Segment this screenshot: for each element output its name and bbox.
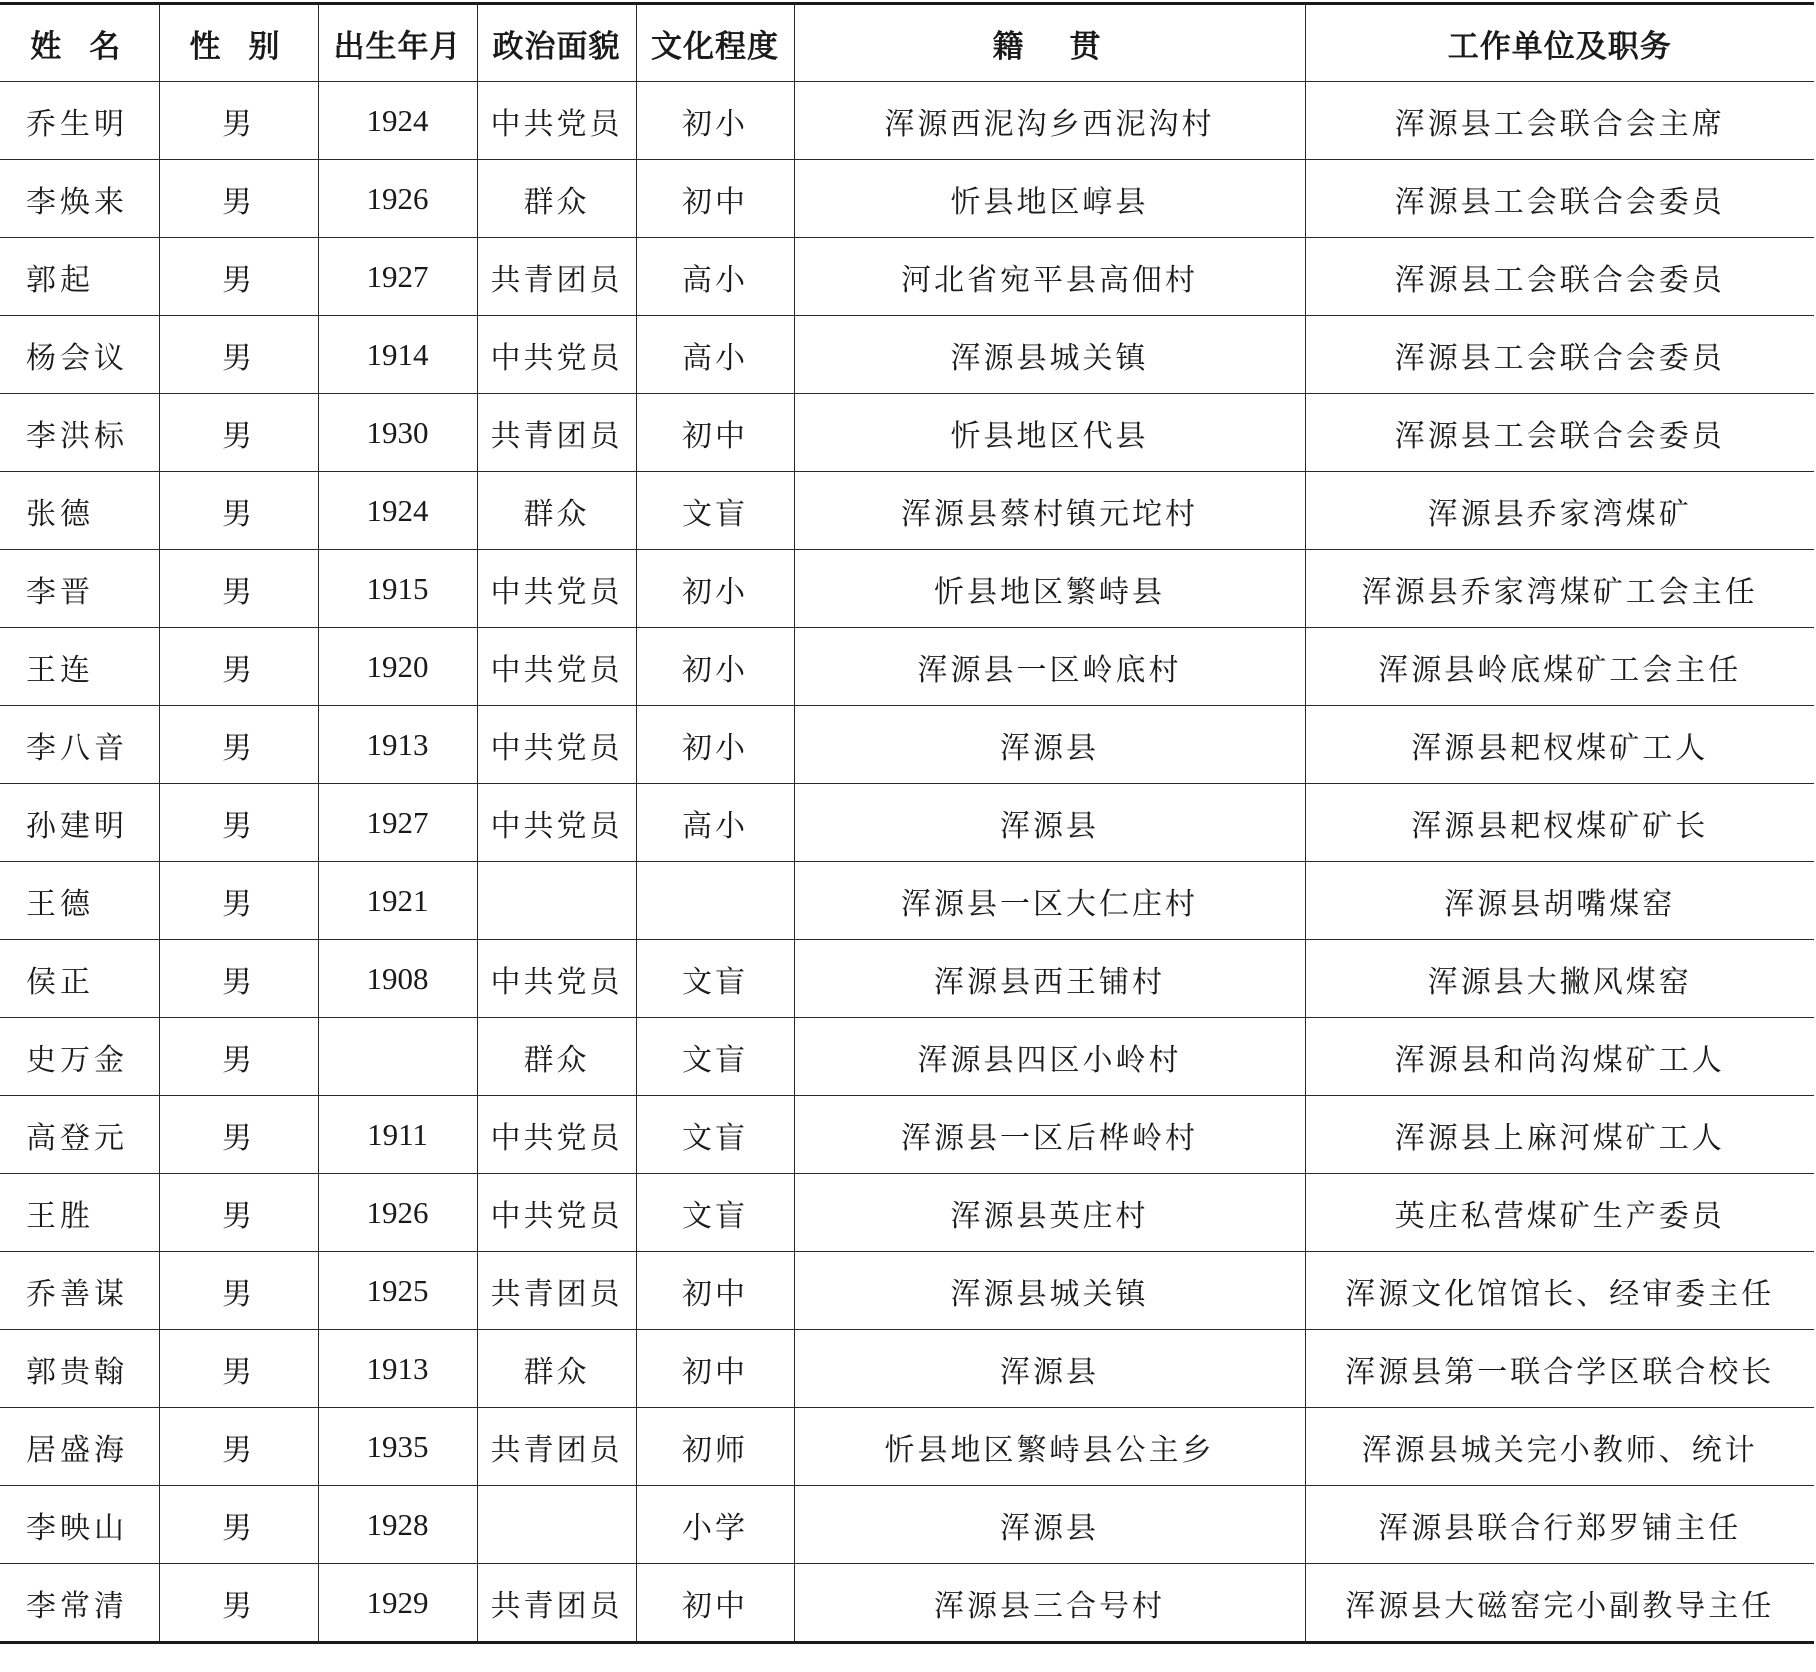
cell-birth: 1921 (318, 862, 477, 940)
cell-party: 群众 (477, 160, 636, 238)
cell-origin: 浑源县 (794, 1486, 1305, 1564)
cell-party: 群众 (477, 1018, 636, 1096)
cell-origin: 忻县地区繁峙县 (794, 550, 1305, 628)
cell-name: 孙建明 (0, 784, 159, 862)
cell-origin: 浑源县城关镇 (794, 316, 1305, 394)
cell-party: 共青团员 (477, 1252, 636, 1330)
table-row (0, 238, 1814, 316)
cell-name: 李八音 (0, 706, 159, 784)
cell-education: 初中 (636, 1564, 794, 1643)
cell-job: 浑源县工会联合会委员 (1305, 316, 1814, 394)
cell-name: 王德 (0, 862, 159, 940)
table-row (0, 1252, 1814, 1330)
cell-education: 初师 (636, 1408, 794, 1486)
cell-job: 浑源县乔家湾煤矿 (1305, 472, 1814, 550)
cell-party: 中共党员 (477, 940, 636, 1018)
cell-origin: 浑源县 (794, 784, 1305, 862)
table-row (0, 82, 1814, 160)
cell-party: 共青团员 (477, 238, 636, 316)
cell-party: 群众 (477, 1330, 636, 1408)
cell-job: 浑源文化馆馆长、经审委主任 (1305, 1252, 1814, 1330)
cell-education: 初小 (636, 628, 794, 706)
cell-name: 居盛海 (0, 1408, 159, 1486)
cell-name: 王胜 (0, 1174, 159, 1252)
cell-education: 初小 (636, 706, 794, 784)
cell-education: 初小 (636, 82, 794, 160)
cell-sex: 男 (159, 940, 318, 1018)
cell-party: 共青团员 (477, 394, 636, 472)
cell-birth: 1925 (318, 1252, 477, 1330)
cell-sex: 男 (159, 628, 318, 706)
cell-sex: 男 (159, 784, 318, 862)
cell-party: 中共党员 (477, 550, 636, 628)
cell-birth: 1913 (318, 706, 477, 784)
cell-education: 文盲 (636, 1096, 794, 1174)
table-row (0, 1564, 1814, 1643)
table-row (0, 862, 1814, 940)
cell-job: 英庄私营煤矿生产委员 (1305, 1174, 1814, 1252)
cell-education: 高小 (636, 238, 794, 316)
cell-sex: 男 (159, 238, 318, 316)
cell-education: 初中 (636, 394, 794, 472)
cell-origin: 忻县地区代县 (794, 394, 1305, 472)
cell-education (636, 862, 794, 940)
cell-education: 高小 (636, 784, 794, 862)
cell-name: 李焕来 (0, 160, 159, 238)
cell-birth: 1911 (318, 1096, 477, 1174)
cell-job: 浑源县城关完小教师、统计 (1305, 1408, 1814, 1486)
cell-education: 初中 (636, 1252, 794, 1330)
cell-job: 浑源县工会联合会委员 (1305, 160, 1814, 238)
cell-education: 初中 (636, 1330, 794, 1408)
cell-name: 高登元 (0, 1096, 159, 1174)
cell-sex: 男 (159, 550, 318, 628)
cell-origin: 浑源县英庄村 (794, 1174, 1305, 1252)
cell-birth: 1926 (318, 1174, 477, 1252)
table-row (0, 1096, 1814, 1174)
cell-sex: 男 (159, 394, 318, 472)
header-sex: 性别 (159, 4, 318, 82)
cell-job: 浑源县工会联合会委员 (1305, 238, 1814, 316)
cell-sex: 男 (159, 862, 318, 940)
cell-job: 浑源县大磁窑完小副教导主任 (1305, 1564, 1814, 1643)
cell-sex: 男 (159, 82, 318, 160)
cell-sex: 男 (159, 1252, 318, 1330)
table-row (0, 1486, 1814, 1564)
cell-origin: 浑源县一区岭底村 (794, 628, 1305, 706)
cell-birth: 1928 (318, 1486, 477, 1564)
table-row (0, 472, 1814, 550)
cell-party: 中共党员 (477, 784, 636, 862)
cell-origin: 浑源西泥沟乡西泥沟村 (794, 82, 1305, 160)
cell-name: 李洪标 (0, 394, 159, 472)
cell-birth: 1915 (318, 550, 477, 628)
cell-sex: 男 (159, 160, 318, 238)
cell-job: 浑源县第一联合学区联合校长 (1305, 1330, 1814, 1408)
cell-name: 李常清 (0, 1564, 159, 1643)
table-row (0, 160, 1814, 238)
cell-origin: 忻县地区繁峙县公主乡 (794, 1408, 1305, 1486)
table-row (0, 628, 1814, 706)
cell-party: 中共党员 (477, 316, 636, 394)
cell-birth: 1935 (318, 1408, 477, 1486)
cell-birth: 1926 (318, 160, 477, 238)
cell-name: 郭贵翰 (0, 1330, 159, 1408)
cell-job: 浑源县上麻河煤矿工人 (1305, 1096, 1814, 1174)
cell-birth: 1927 (318, 784, 477, 862)
cell-sex: 男 (159, 1096, 318, 1174)
cell-party: 中共党员 (477, 1096, 636, 1174)
cell-party: 共青团员 (477, 1564, 636, 1643)
cell-birth: 1914 (318, 316, 477, 394)
table-row (0, 316, 1814, 394)
cell-birth: 1920 (318, 628, 477, 706)
cell-sex: 男 (159, 1486, 318, 1564)
cell-education: 文盲 (636, 1174, 794, 1252)
cell-name: 乔生明 (0, 82, 159, 160)
cell-name: 王连 (0, 628, 159, 706)
cell-party: 中共党员 (477, 82, 636, 160)
cell-job: 浑源县和尚沟煤矿工人 (1305, 1018, 1814, 1096)
table-row (0, 1330, 1814, 1408)
table-row (0, 1174, 1814, 1252)
table-row (0, 550, 1814, 628)
cell-job: 浑源县大撇风煤窑 (1305, 940, 1814, 1018)
cell-party: 中共党员 (477, 1174, 636, 1252)
cell-birth: 1913 (318, 1330, 477, 1408)
header-origin: 籍贯 (794, 4, 1305, 82)
cell-education: 初小 (636, 550, 794, 628)
table-row (0, 1408, 1814, 1486)
cell-sex: 男 (159, 1564, 318, 1643)
cell-party (477, 1486, 636, 1564)
cell-job: 浑源县耙杈煤矿矿长 (1305, 784, 1814, 862)
cell-origin: 河北省宛平县高佃村 (794, 238, 1305, 316)
cell-job: 浑源县耙杈煤矿工人 (1305, 706, 1814, 784)
cell-origin: 浑源县一区大仁庄村 (794, 862, 1305, 940)
header-name: 姓名 (0, 4, 159, 82)
cell-job: 浑源县乔家湾煤矿工会主任 (1305, 550, 1814, 628)
table-row (0, 940, 1814, 1018)
cell-job: 浑源县岭底煤矿工会主任 (1305, 628, 1814, 706)
cell-name: 侯正 (0, 940, 159, 1018)
cell-name: 张德 (0, 472, 159, 550)
table-row (0, 394, 1814, 472)
header-job: 工作单位及职务 (1305, 4, 1814, 82)
cell-education: 高小 (636, 316, 794, 394)
cell-birth: 1908 (318, 940, 477, 1018)
cell-job: 浑源县工会联合会主席 (1305, 82, 1814, 160)
cell-name: 杨会议 (0, 316, 159, 394)
cell-origin: 浑源县蔡村镇元坨村 (794, 472, 1305, 550)
header-row (0, 4, 1814, 82)
cell-party: 共青团员 (477, 1408, 636, 1486)
cell-name: 史万金 (0, 1018, 159, 1096)
cell-education: 文盲 (636, 940, 794, 1018)
cell-sex: 男 (159, 1408, 318, 1486)
cell-education: 小学 (636, 1486, 794, 1564)
cell-birth: 1929 (318, 1564, 477, 1643)
cell-party: 中共党员 (477, 628, 636, 706)
cell-party: 群众 (477, 472, 636, 550)
cell-origin: 浑源县一区后桦岭村 (794, 1096, 1305, 1174)
cell-origin: 忻县地区崞县 (794, 160, 1305, 238)
cell-birth (318, 1018, 477, 1096)
cell-name: 乔善谋 (0, 1252, 159, 1330)
cell-education: 文盲 (636, 1018, 794, 1096)
cell-sex: 男 (159, 1018, 318, 1096)
cell-origin: 浑源县城关镇 (794, 1252, 1305, 1330)
roster-body (0, 82, 1814, 1643)
cell-job: 浑源县工会联合会委员 (1305, 394, 1814, 472)
cell-origin: 浑源县三合号村 (794, 1564, 1305, 1643)
cell-origin: 浑源县四区小岭村 (794, 1018, 1305, 1096)
table-row (0, 1018, 1814, 1096)
roster-table (0, 2, 1814, 1644)
cell-origin: 浑源县 (794, 706, 1305, 784)
cell-origin: 浑源县西王铺村 (794, 940, 1305, 1018)
cell-birth: 1930 (318, 394, 477, 472)
cell-birth: 1924 (318, 472, 477, 550)
cell-job: 浑源县联合行郑罗铺主任 (1305, 1486, 1814, 1564)
cell-name: 李晋 (0, 550, 159, 628)
cell-sex: 男 (159, 316, 318, 394)
cell-name: 郭起 (0, 238, 159, 316)
header-education: 文化程度 (636, 4, 794, 82)
table-row (0, 784, 1814, 862)
cell-birth: 1924 (318, 82, 477, 160)
cell-birth: 1927 (318, 238, 477, 316)
cell-origin: 浑源县 (794, 1330, 1305, 1408)
cell-name: 李映山 (0, 1486, 159, 1564)
cell-sex: 男 (159, 1174, 318, 1252)
cell-party: 中共党员 (477, 706, 636, 784)
cell-education: 文盲 (636, 472, 794, 550)
cell-sex: 男 (159, 472, 318, 550)
cell-sex: 男 (159, 1330, 318, 1408)
cell-sex: 男 (159, 706, 318, 784)
table-row (0, 706, 1814, 784)
cell-party (477, 862, 636, 940)
cell-education: 初中 (636, 160, 794, 238)
header-birth: 出生年月 (318, 4, 477, 82)
header-party: 政治面貌 (477, 4, 636, 82)
cell-job: 浑源县胡嘴煤窑 (1305, 862, 1814, 940)
